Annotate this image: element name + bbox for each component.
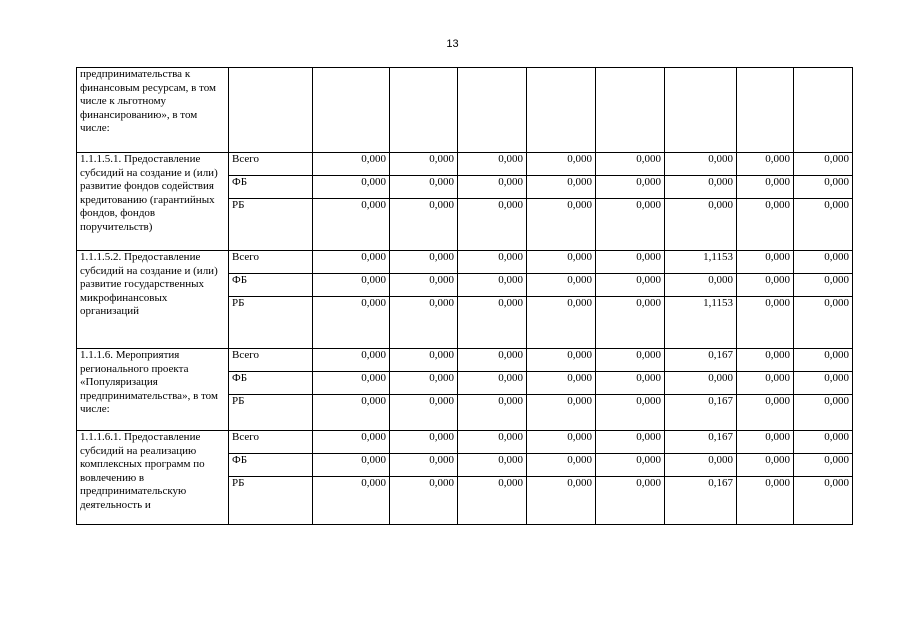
amount-cell: 0,000 <box>458 251 527 274</box>
amount-cell: 0,000 <box>596 349 665 372</box>
amount-cell: 0,000 <box>794 153 853 176</box>
table-row <box>77 349 853 372</box>
amount-cell: 0,000 <box>794 477 853 525</box>
amount-cell: 0,000 <box>313 372 390 395</box>
amount-cell: 0,000 <box>390 199 458 251</box>
amount-cell: 0,000 <box>527 454 596 477</box>
funding-source: РБ <box>229 395 313 431</box>
amount-cell: 0,000 <box>458 372 527 395</box>
funding-source: РБ <box>229 297 313 349</box>
empty-cell <box>737 68 794 153</box>
amount-cell: 0,000 <box>794 431 853 454</box>
funding-source: Всего <box>229 251 313 274</box>
amount-cell: 0,000 <box>794 349 853 372</box>
amount-cell: 0,000 <box>458 454 527 477</box>
amount-cell: 0,000 <box>313 251 390 274</box>
amount-cell: 0,000 <box>458 199 527 251</box>
amount-cell: 0,000 <box>313 395 390 431</box>
empty-cell <box>313 68 390 153</box>
amount-cell: 0,000 <box>737 477 794 525</box>
amount-cell: 0,167 <box>665 477 737 525</box>
amount-cell: 0,000 <box>458 477 527 525</box>
amount-cell: 0,000 <box>737 251 794 274</box>
empty-cell <box>458 68 527 153</box>
amount-cell: 0,000 <box>390 372 458 395</box>
amount-cell: 0,000 <box>527 431 596 454</box>
amount-cell: 0,000 <box>313 431 390 454</box>
amount-cell: 0,000 <box>458 431 527 454</box>
amount-cell: 0,000 <box>390 176 458 199</box>
amount-cell: 0,000 <box>458 297 527 349</box>
empty-cell <box>229 68 313 153</box>
amount-cell: 0,000 <box>390 251 458 274</box>
empty-cell <box>596 68 665 153</box>
amount-cell: 0,000 <box>527 251 596 274</box>
amount-cell: 0,167 <box>665 349 737 372</box>
amount-cell: 0,000 <box>527 153 596 176</box>
funding-source: ФБ <box>229 274 313 297</box>
amount-cell: 0,000 <box>737 297 794 349</box>
amount-cell: 0,000 <box>665 274 737 297</box>
amount-cell: 0,000 <box>794 372 853 395</box>
amount-cell: 0,000 <box>527 372 596 395</box>
amount-cell: 0,000 <box>313 297 390 349</box>
amount-cell: 0,000 <box>596 395 665 431</box>
amount-cell: 0,000 <box>665 176 737 199</box>
amount-cell: 0,000 <box>737 153 794 176</box>
amount-cell: 0,000 <box>737 176 794 199</box>
amount-cell: 1,1153 <box>665 297 737 349</box>
amount-cell: 0,000 <box>458 176 527 199</box>
amount-cell: 0,000 <box>527 477 596 525</box>
amount-cell: 0,000 <box>794 297 853 349</box>
amount-cell: 1,1153 <box>665 251 737 274</box>
amount-cell: 0,000 <box>596 297 665 349</box>
amount-cell: 0,000 <box>390 454 458 477</box>
funding-source: Всего <box>229 153 313 176</box>
amount-cell: 0,000 <box>458 274 527 297</box>
amount-cell: 0,000 <box>527 349 596 372</box>
amount-cell: 0,000 <box>737 454 794 477</box>
amount-cell: 0,000 <box>390 395 458 431</box>
empty-cell <box>665 68 737 153</box>
funding-source: Всего <box>229 431 313 454</box>
amount-cell: 0,000 <box>313 477 390 525</box>
amount-cell: 0,000 <box>596 199 665 251</box>
amount-cell: 0,000 <box>527 395 596 431</box>
amount-cell: 0,000 <box>794 395 853 431</box>
amount-cell: 0,000 <box>596 372 665 395</box>
amount-cell: 0,000 <box>458 153 527 176</box>
funding-source: Всего <box>229 349 313 372</box>
amount-cell: 0,000 <box>596 274 665 297</box>
amount-cell: 0,000 <box>313 454 390 477</box>
amount-cell: 0,000 <box>527 199 596 251</box>
amount-cell: 0,000 <box>794 251 853 274</box>
amount-cell: 0,000 <box>390 349 458 372</box>
amount-cell: 0,000 <box>737 274 794 297</box>
amount-cell: 0,000 <box>313 176 390 199</box>
budget-table <box>76 67 853 525</box>
amount-cell: 0,000 <box>313 274 390 297</box>
measure-description: 1.1.1.5.1. Предоставление субсидий на создание и (или) развитие фондов содействия кредитованию (гарантийных фондов, фондов поручительств) <box>77 153 229 251</box>
amount-cell: 0,000 <box>390 431 458 454</box>
amount-cell: 0,000 <box>737 349 794 372</box>
amount-cell: 0,167 <box>665 395 737 431</box>
amount-cell: 0,000 <box>737 431 794 454</box>
empty-cell <box>390 68 458 153</box>
amount-cell: 0,000 <box>737 199 794 251</box>
amount-cell: 0,000 <box>458 395 527 431</box>
amount-cell: 0,000 <box>665 372 737 395</box>
amount-cell: 0,000 <box>794 454 853 477</box>
amount-cell: 0,000 <box>737 372 794 395</box>
table-row <box>77 251 853 274</box>
amount-cell: 0,167 <box>665 431 737 454</box>
amount-cell: 0,000 <box>596 176 665 199</box>
amount-cell: 0,000 <box>596 251 665 274</box>
amount-cell: 0,000 <box>390 274 458 297</box>
measure-description: предпринимательства к финансовым ресурсам, в том числе к льготному финансированию», в том числе: <box>77 68 229 153</box>
amount-cell: 0,000 <box>794 274 853 297</box>
funding-source: ФБ <box>229 372 313 395</box>
funding-source: РБ <box>229 477 313 525</box>
amount-cell: 0,000 <box>390 477 458 525</box>
amount-cell: 0,000 <box>527 274 596 297</box>
amount-cell: 0,000 <box>527 297 596 349</box>
amount-cell: 0,000 <box>313 153 390 176</box>
table-row <box>77 68 853 153</box>
amount-cell: 0,000 <box>794 176 853 199</box>
amount-cell: 0,000 <box>596 454 665 477</box>
amount-cell: 0,000 <box>313 199 390 251</box>
table-row <box>77 153 853 176</box>
amount-cell: 0,000 <box>596 431 665 454</box>
measure-description: 1.1.1.6.1. Предоставление субсидий на реализацию комплексных программ по вовлечению в предпринимательскую деятельность и <box>77 431 229 525</box>
measure-description: 1.1.1.6. Мероприятия регионального проекта «Популяризация предпринимательства», в том числе: <box>77 349 229 431</box>
amount-cell: 0,000 <box>390 153 458 176</box>
measure-description: 1.1.1.5.2. Предоставление субсидий на создание и (или) развитие государственных микрофинансовых организаций <box>77 251 229 349</box>
amount-cell: 0,000 <box>527 176 596 199</box>
amount-cell: 0,000 <box>794 199 853 251</box>
amount-cell: 0,000 <box>313 349 390 372</box>
page-number: 13 <box>446 38 459 50</box>
amount-cell: 0,000 <box>665 153 737 176</box>
funding-source: ФБ <box>229 176 313 199</box>
empty-cell <box>794 68 853 153</box>
amount-cell: 0,000 <box>458 349 527 372</box>
empty-cell <box>527 68 596 153</box>
amount-cell: 0,000 <box>596 477 665 525</box>
amount-cell: 0,000 <box>737 395 794 431</box>
table-row <box>77 431 853 454</box>
amount-cell: 0,000 <box>665 454 737 477</box>
amount-cell: 0,000 <box>390 297 458 349</box>
amount-cell: 0,000 <box>596 153 665 176</box>
amount-cell: 0,000 <box>665 199 737 251</box>
funding-source: ФБ <box>229 454 313 477</box>
funding-source: РБ <box>229 199 313 251</box>
